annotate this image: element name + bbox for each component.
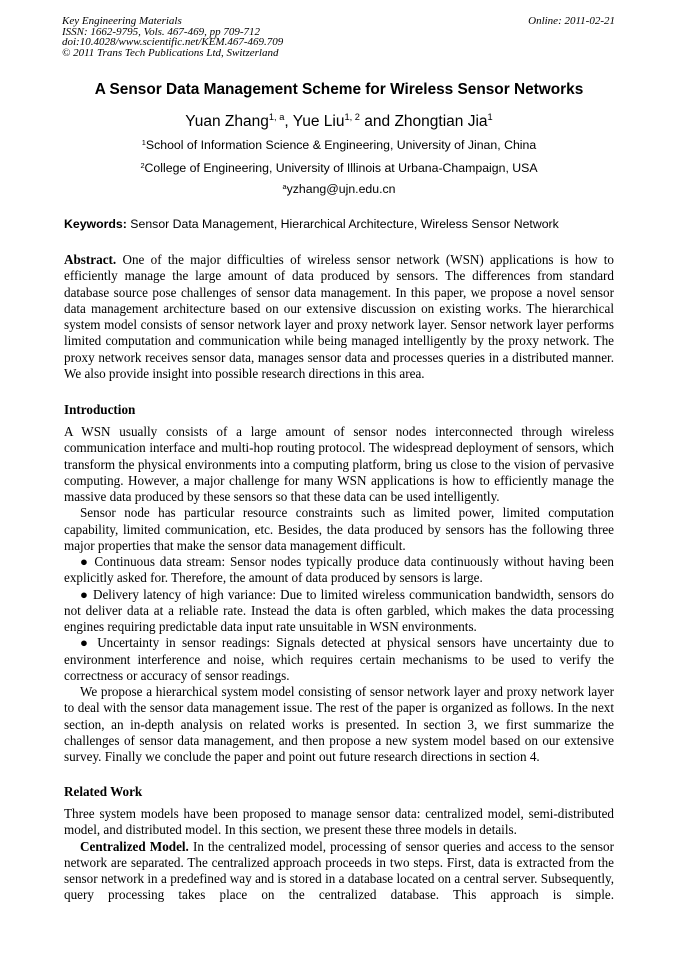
keywords-label: Keywords: <box>64 217 127 231</box>
copyright-line: © 2011 Trans Tech Publications Ltd, Switzerland <box>62 46 279 59</box>
email-text[interactable]: yzhang@ujn.edu.cn <box>286 182 396 196</box>
abstract-text: One of the major difficulties of wireless sensor network (WSN) applications is how to efficiently manage the large amount of data produced by sensors. The differences from standard database source pose challenges of sensor data management. In this paper, we propose a novel sensor data management architecture based on our extensive discussion on existing works. The hierarchical system model consists of sensor network layer and proxy network layer. Sensor network layer performs limited computation and communication while being managed intelligently by the proxy network. The proxy network receives sensor data, manages sensor data and processes queries in a distributed manner. We also provide insight into possible research directions in this area. <box>64 252 614 381</box>
issn-line: ISSN: 1662-9795, Vols. 467-469, pp 709-712 <box>62 25 260 38</box>
bullet-item: ● Uncertainty in sensor readings: Signals detected at physical sensors have uncertainty due to environment interference and noise, which requires certain mechanisms to be used to verify the correctness or accuracy of sensor readings. <box>64 635 614 683</box>
affiliation-text: School of Information Science & Engineering, University of Jinan, China <box>145 138 537 152</box>
subheading-centralized-model: Centralized Model. <box>80 838 189 854</box>
affiliation-superscript: 1 <box>141 137 146 147</box>
affiliation-1 <box>0 138 678 152</box>
author-separator: , <box>284 113 293 130</box>
author-superscript: 1, a <box>268 112 285 123</box>
affiliation-superscript: 2 <box>140 160 145 170</box>
paragraph: A WSN usually consists of a large amount of sensor nodes interconnected through wireless communication interface and multi-hop routing protocol. The widespread deployment of sensors, which transform the physical environments into a computing platform, bring us close to the vision of pervasive computing. However, a major challenge for many WSN applications is how to efficiently manage the massive data produced by these sensors so that these data can be used intelligently. <box>64 424 614 504</box>
affiliation-2 <box>0 161 678 175</box>
paragraph: Three system models have been proposed to manage sensor data: centralized model, semi-distributed model, and distributed model. In this section, we present these three models in details. <box>64 806 614 838</box>
author-separator: and <box>359 113 395 130</box>
keywords <box>64 217 559 231</box>
affiliation-text: College of Engineering, University of Illinois at Urbana-Champaign, USA <box>144 161 538 175</box>
doi-line: doi:10.4028/www.scientific.net/KEM.467-469.709 <box>62 36 284 48</box>
paragraph: We propose a hierarchical system model consisting of sensor network layer and proxy network layer to deal with the sensor data management issue. The rest of the paper is organized as follows. In the next section, an in-depth analysis on related works is presented. In section 3, we first summarize the challenges of sensor data management, and then propose a new system model based on our extensive survey. Finally we conclude the paper and point out future research directions in section 4. <box>64 684 614 764</box>
author-name: Yuan Zhang <box>185 113 269 130</box>
keywords-text: Sensor Data Management, Hierarchical Architecture, Wireless Sensor Network <box>126 217 559 231</box>
related-work-body <box>64 806 614 904</box>
email-superscript: a <box>282 181 287 191</box>
online-date: Online: 2011-02-21 <box>528 15 615 27</box>
author-superscript: 1, 2 <box>344 112 360 123</box>
section-heading-introduction: Introduction <box>64 402 136 417</box>
introduction-body <box>64 424 614 765</box>
paragraph <box>64 839 614 904</box>
author-name: Yue Liu <box>292 113 345 130</box>
author-name: Zhongtian Jia <box>394 113 488 130</box>
bullet-item: ● Delivery latency of high variance: Due to limited wireless communication bandwidth, sensors do not deliver data at a reliable rate. Instead the data is often garbled, which makes the data processing engines requiring predictable data input rate unsuitable in WSN environments. <box>64 586 614 634</box>
author-list <box>0 113 678 131</box>
running-header <box>62 16 283 58</box>
abstract-label: Abstract. <box>64 252 117 267</box>
paper-title: A Sensor Data Management Scheme for Wireless Sensor Networks <box>94 81 584 98</box>
paragraph: Sensor node has particular resource constraints such as limited power, limited computation capability, limited communication, etc. Besides, the data produced by sensors has the following three major properties that make the sensor data management difficult. <box>64 505 614 553</box>
section-heading-related-work: Related Work <box>64 784 143 799</box>
author-superscript: 1 <box>487 112 493 123</box>
abstract <box>64 252 614 382</box>
centralized-model-text: In the centralized model, processing of sensor queries and access to the sensor network are separated. The centralized approach proceeds in two steps. First, data is extracted from the sensor network in a predefined way and is stored in a database located on a central server. Subsequently, query processing takes place on the centralized database. This approach is simple. <box>64 838 614 903</box>
bullet-item: ● Continuous data stream: Sensor nodes typically produce data continuously without having been explicitly asked for. Therefore, the amount of data produced by sensors is large. <box>64 554 614 586</box>
author-email <box>0 182 678 196</box>
journal-name: Key Engineering Materials <box>62 15 182 27</box>
